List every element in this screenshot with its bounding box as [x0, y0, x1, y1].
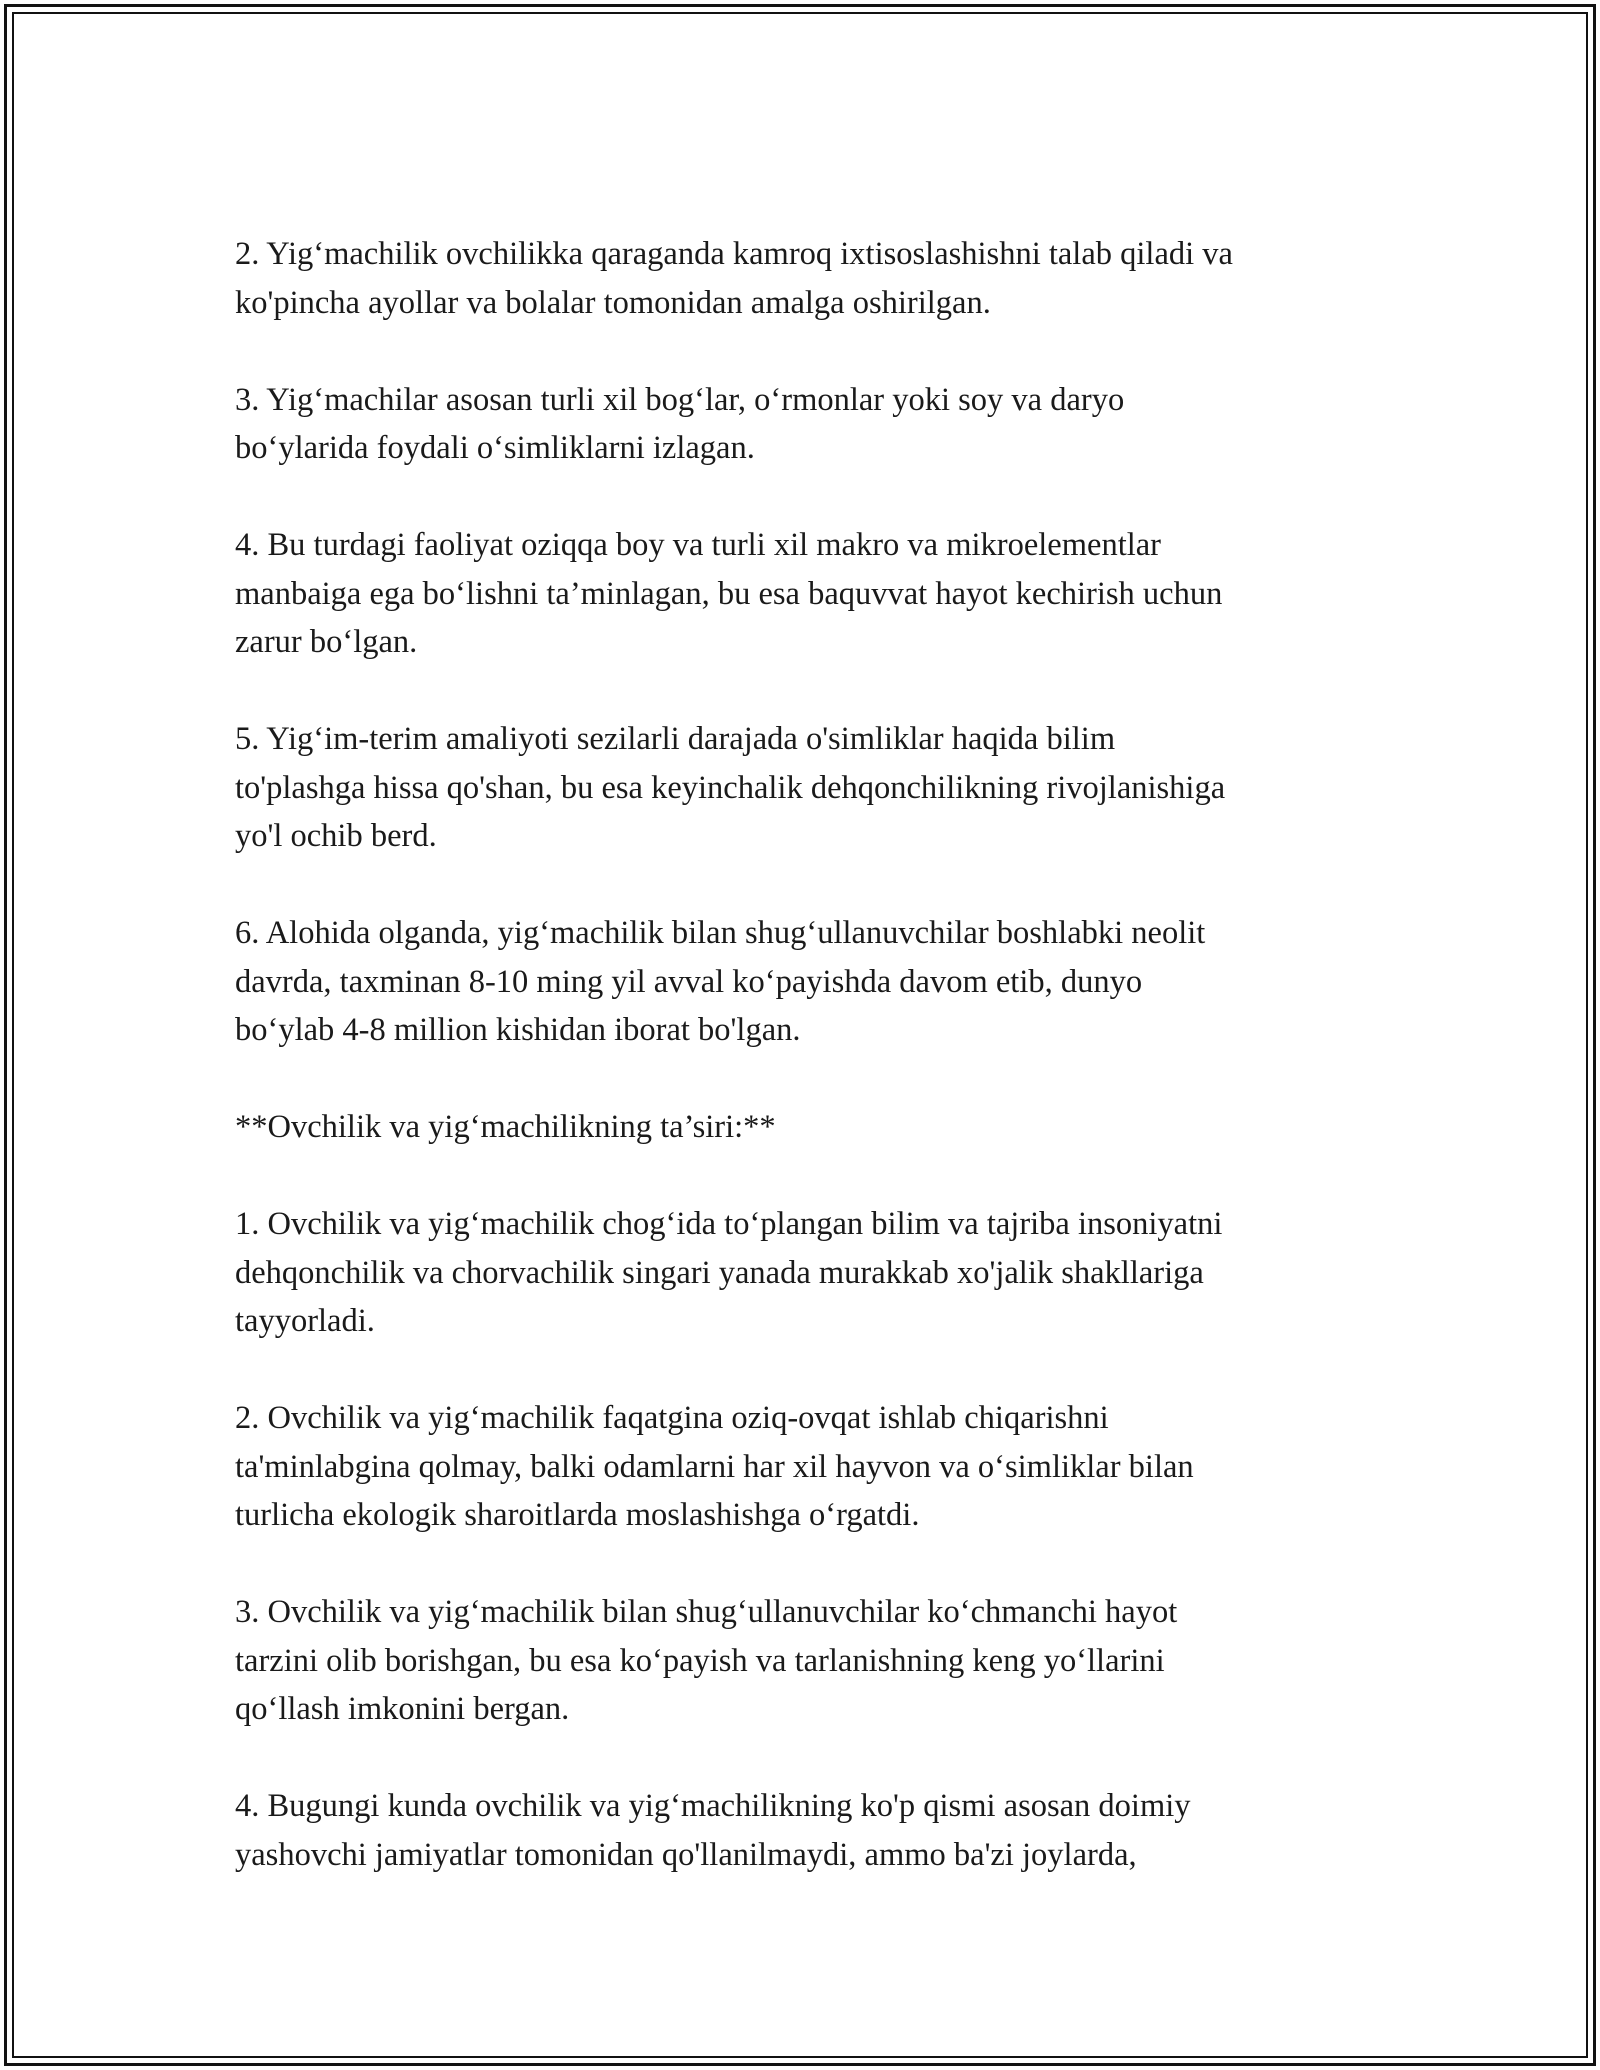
paragraph: [235, 1394, 1380, 1540]
text-line: turlicha ekologik sharoitlarda moslashishga o‘rgatdi.: [235, 1497, 920, 1533]
document-body: [235, 230, 1380, 1928]
text-line: 6. Alohida olganda, yig‘machilik bilan shug‘ullanuvchilar boshlabki neolit: [235, 915, 1206, 951]
text-line: yashovchi jamiyatlar tomonidan qo'llanilmaydi, ammo ba'zi joylarda,: [235, 1836, 1137, 1873]
text-line: manbaiga ega bo‘lishni ta’minlagan, bu esa baquvvat hayot kechirish uchun: [235, 575, 1223, 612]
text-line: tarzini olib borishgan, bu esa ko‘payish va tarlanishning keng yo‘llarini: [235, 1642, 1165, 1679]
text-line: 4. Bu turdagi faoliyat oziqqa boy va turli xil makro va mikroelementlar: [235, 527, 1161, 563]
text-line: 3. Ovchilik va yig‘machilik bilan shug‘ullanuvchilar ko‘chmanchi hayot: [235, 1594, 1178, 1630]
paragraph: [235, 230, 1380, 327]
text-line: bo‘ylarida foydali o‘simliklarni izlagan.: [235, 430, 755, 466]
text-line: 2. Yig‘machilik ovchilikka qaraganda kamroq ixtisoslashishni talab qiladi va: [235, 236, 1233, 272]
paragraph: [235, 715, 1380, 861]
text-line: to'plashga hissa qo'shan, bu esa keyinchalik dehqonchilikning rivojlanishiga: [235, 769, 1226, 806]
text-line: **Ovchilik va yig‘machilikning ta’siri:**: [235, 1109, 776, 1145]
text-line: 4. Bugungi kunda ovchilik va yig‘machilikning ko'p qismi asosan doimiy: [235, 1788, 1191, 1824]
text-line: zarur bo‘lgan.: [235, 624, 418, 660]
paragraph: [235, 909, 1380, 1055]
paragraph: [235, 376, 1380, 473]
text-line: dehqonchilik va chorvachilik singari yanada murakkab xo'jalik shakllariga: [235, 1254, 1204, 1291]
text-line: ta'minlabgina qolmay, balki odamlarni har xil hayvon va o‘simliklar bilan: [235, 1448, 1194, 1485]
paragraph: [235, 1782, 1380, 1879]
paragraph: [235, 1200, 1380, 1346]
text-line: yo'l ochib berd.: [235, 818, 437, 854]
paragraph: [235, 521, 1380, 667]
text-line: 5. Yig‘im-terim amaliyoti sezilarli darajada o'simliklar haqida bilim: [235, 721, 1116, 757]
text-line: qo‘llash imkonini bergan.: [235, 1691, 570, 1727]
text-line: davrda, taxminan 8-10 ming yil avval ko‘payishda davom etib, dunyo: [235, 963, 1143, 1000]
section-heading: [235, 1103, 1380, 1152]
text-line: 2. Ovchilik va yig‘machilik faqatgina oziq-ovqat ishlab chiqarishni: [235, 1400, 1109, 1436]
text-line: 1. Ovchilik va yig‘machilik chog‘ida to‘plangan bilim va tajriba insoniyatni: [235, 1206, 1223, 1242]
text-line: 3. Yig‘machilar asosan turli xil bog‘lar, o‘rmonlar yoki soy va daryo: [235, 381, 1125, 418]
text-line: bo‘ylab 4-8 million kishidan iborat bo'lgan.: [235, 1012, 801, 1048]
paragraph: [235, 1588, 1380, 1734]
text-line: tayyorladi.: [235, 1303, 375, 1339]
text-line: ko'pincha ayollar va bolalar tomonidan amalga oshirilgan.: [235, 284, 991, 321]
